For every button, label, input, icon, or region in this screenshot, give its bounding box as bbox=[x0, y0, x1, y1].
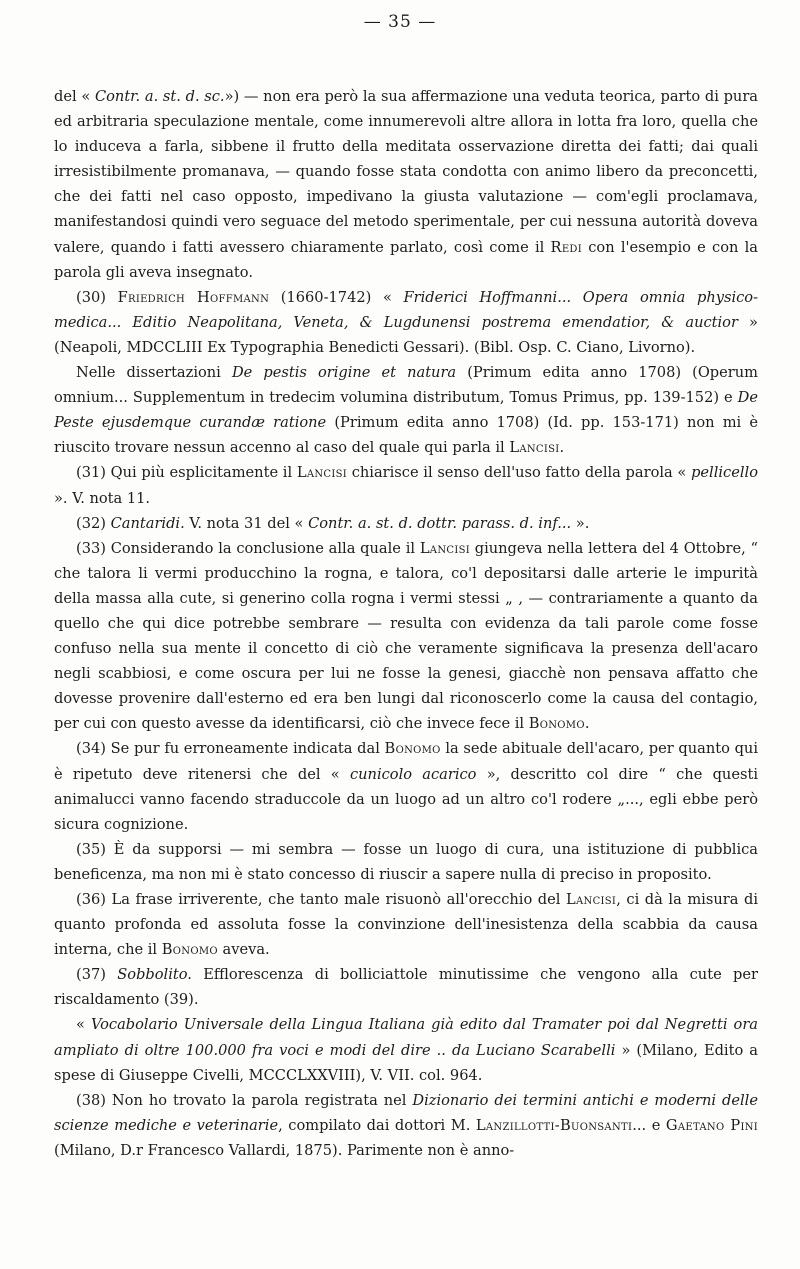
author-name: Gaetano Pini bbox=[665, 1116, 758, 1134]
body-text: giungeva nella lettera del 4 Ottobre, “ che talora li vermi producchino la rogna, e talora, co'l depositarsi dalle arterie le impurità della massa alla cute, si generino colla rogna i vermi stessi „ , — contrariamente a quanto da quello che qui dice potrebbe sembrare — resulta con evidenza da tali parole come fosse confuso nella sua mente il concetto di ciò che veramente significava la presenza dell'acaro negli scabbiosi, e come oscura per lui ne fosse la genesi, giacchè non pensava affatto che dovesse provenire dall'esterno ed era ben lungi dal riconoscerlo come la causa del contagio, per cui con questo avesse da identificarsi, ciò che invece fece il bbox=[54, 539, 758, 733]
italic-title-text: Contr. a. st. d. dottr. parass. d. inf... bbox=[308, 514, 572, 532]
footnote-paragraph bbox=[54, 285, 758, 360]
body-text: (30) bbox=[76, 288, 118, 306]
italic-title-text: De Peste ejusdemque curandæ ratione bbox=[54, 389, 758, 432]
author-name: Lanzillotti-Buonsanti bbox=[475, 1116, 633, 1134]
body-text: . bbox=[559, 439, 565, 457]
body-text: (1660-1742) « bbox=[269, 288, 404, 306]
italic-title-text: Dizionario dei termini antichi e moderni delle scienze mediche e veterinarie bbox=[54, 1091, 758, 1134]
body-text: (Primum edita anno 1708) (Operum omnium... Supplementum in tredecim volumina distributum, Tomus Primus, pp. 139-152) e bbox=[54, 364, 758, 407]
italic-title-text: Contr. a. st. d. sc. bbox=[94, 88, 225, 105]
body-text: ... e bbox=[632, 1116, 666, 1134]
italic-title-text: De pestis origine et natura bbox=[231, 364, 457, 382]
italic-title-text: Sobbolito. bbox=[117, 966, 192, 984]
body-text: (38) Non ho trovato la parola registrata nel bbox=[76, 1091, 413, 1109]
footnote-paragraph bbox=[54, 460, 758, 510]
body-text: (35) È da supporsi — mi sembra — fosse un luogo di cura, una istituzione di pubblica beneficenza, ma non mi è stato concesso di riuscir a sapere nulla di preciso in proposito. bbox=[54, 840, 758, 883]
body-text: . bbox=[584, 715, 590, 733]
footnote-paragraph bbox=[54, 360, 758, 460]
body-text: Efflorescenza di bolliciattole minutissime che vengono alla cute per riscaldamento (39). bbox=[54, 966, 758, 1009]
author-name: Lancisi bbox=[296, 464, 347, 482]
body-text: (32) bbox=[76, 514, 111, 532]
footnote-paragraph bbox=[54, 887, 758, 962]
body-text: (37) bbox=[76, 966, 118, 984]
footnote-paragraph bbox=[54, 1088, 758, 1163]
author-name: Lancisi bbox=[419, 539, 470, 557]
body-text: », descritto col dire “ che questi animalucci vanno facendo straduccole da un luogo ad un altro co'l rodere „..., egli ebbe però sicura cognizione. bbox=[54, 765, 758, 833]
italic-title-text: cunicolo acarico bbox=[349, 765, 477, 783]
body-text: ». bbox=[571, 514, 590, 532]
page-number: — 35 — bbox=[363, 12, 437, 32]
body-text: Nelle dissertazioni bbox=[76, 364, 232, 382]
italic-title-text: Vocabolario Universale della Lingua Italiana già edito dal Tramater poi dal Negretti ora ampliato di oltre 100.000 fra voci e modi del dire .. da Luciano Scarabelli bbox=[54, 1016, 758, 1059]
body-text: ») — non era però la sua affermazione una veduta teorica, parto di pura ed arbitraria speculazione mentale, come innumerevoli altre allora in lotta fra loro, quella che lo induceva a farla, sibbene il frutto della meditata osservazione diretta dei fatti; dai quali irresistibilmente promanava, — quando fosse stata condotta con animo libero da preconcetti, che dei fatti nel caso opposto, impedivano la giusta valutazione — com'egli proclamava, manifestandosi quindi vero seguace del metodo sperimentale, per cui nessuna autorità doveva valere, quando i fatti avessero chiaramente parlato, così come il bbox=[54, 88, 758, 256]
footnote-paragraph bbox=[54, 1012, 758, 1087]
body-text: V. nota 31 del « bbox=[184, 514, 309, 532]
footnote-paragraph bbox=[54, 962, 758, 1012]
body-text: del « bbox=[54, 88, 95, 105]
italic-title-text: pellicello bbox=[691, 464, 758, 482]
author-name: Lancisi bbox=[566, 891, 617, 908]
body-text: » (Neapoli, MDCCLIII Ex Typographia Benedicti Gessari). (Bibl. Osp. C. Ciano, Livorno). bbox=[54, 313, 758, 356]
italic-title-text: Friderici Hoffmanni... Opera omnia physico-medica... Editio Neapolitana, Veneta, & Lugdunensi postrema emendatior, & auctior bbox=[54, 288, 759, 331]
footnote-paragraph bbox=[54, 736, 758, 836]
author-name: Redi bbox=[550, 238, 582, 256]
body-text: aveva. bbox=[217, 941, 270, 959]
body-text: (Milano, D.r Francesco Vallardi, 1875). Parimente non è anno- bbox=[54, 1141, 515, 1159]
body-text: (Primum edita anno 1708) (Id. pp. 153-171) non mi è riuscito trovare nessun accenno al caso del quale qui parla il bbox=[54, 414, 758, 457]
continuation-paragraph bbox=[54, 84, 758, 285]
body-text: » (Milano, Edito a spese di Giuseppe Civelli, MCCCLXXVIII), V. VII. col. 964. bbox=[54, 1041, 758, 1084]
body-text: « bbox=[76, 1016, 91, 1034]
body-text: (31) Qui più esplicitamente il bbox=[76, 464, 297, 482]
body-text: (36) La frase irriverente, che tanto male risuonò all'orecchio del bbox=[76, 891, 567, 908]
italic-title-text: Cantaridi. bbox=[110, 514, 185, 532]
body-text: chiarisce il senso dell'uso fatto della parola « bbox=[347, 464, 692, 482]
author-name: Bonomo bbox=[384, 740, 441, 758]
author-name: Friedrich Hoffmann bbox=[117, 288, 270, 306]
author-name: Lancisi bbox=[509, 439, 560, 457]
text-body bbox=[54, 84, 758, 1163]
author-name: Bonomo bbox=[528, 715, 585, 733]
author-name: Bonomo bbox=[161, 941, 218, 959]
body-text: , compilato dai dottori M. bbox=[278, 1116, 476, 1134]
body-text: (33) Considerando la conclusione alla quale il bbox=[76, 539, 420, 557]
body-text: la sede abituale dell'acaro, per quanto qui è ripetuto deve ritenersi che del « bbox=[54, 740, 758, 783]
body-text: (34) Se pur fu erroneamente indicata dal bbox=[76, 740, 385, 758]
body-text: con l'esempio e con la parola gli aveva insegnato. bbox=[54, 238, 758, 281]
footnote-paragraph bbox=[54, 536, 758, 737]
body-text: ». V. nota 11. bbox=[54, 489, 151, 507]
body-text: , ci dà la misura di quanto profonda ed assoluta fosse la convinzione dell'inesistenza della scabbia da causa interna, che il bbox=[54, 891, 758, 959]
footnote-paragraph bbox=[54, 837, 758, 887]
footnote-paragraph bbox=[54, 511, 758, 536]
